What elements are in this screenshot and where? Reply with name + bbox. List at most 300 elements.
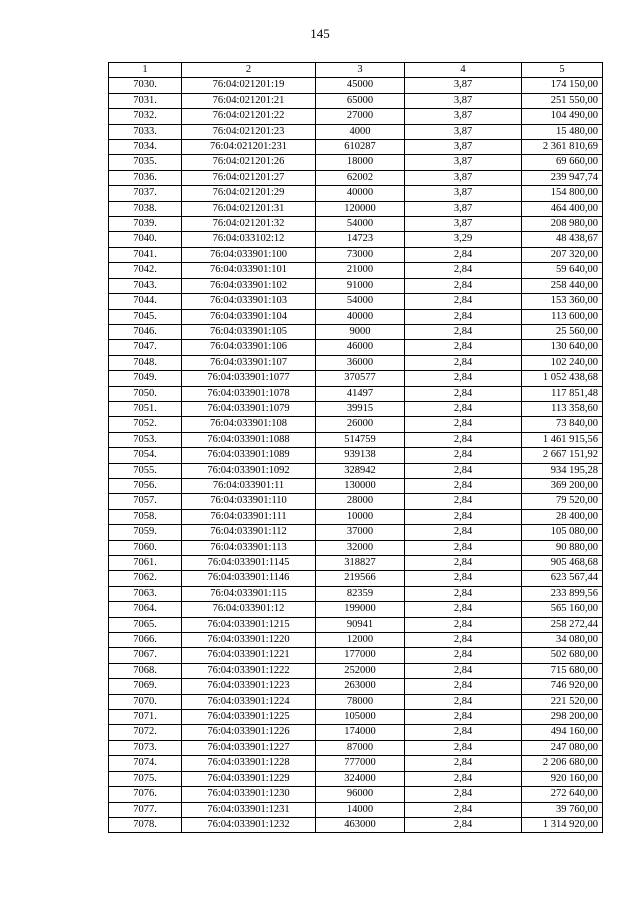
cadastral-number-cell: 76:04:033901:102: [182, 278, 316, 293]
row-number-cell: 7051.: [109, 401, 182, 416]
row-number-cell: 7043.: [109, 278, 182, 293]
rate-value-cell: 3,87: [405, 93, 522, 108]
rate-value-cell: 2,84: [405, 309, 522, 324]
table-row: [109, 278, 603, 293]
cadastral-number-cell: 76:04:033901:104: [182, 309, 316, 324]
amount-value-cell: 298 200,00: [522, 710, 603, 725]
cadastral-number-cell: 76:04:033901:1232: [182, 817, 316, 832]
table-row: [109, 602, 603, 617]
table-row: [109, 756, 603, 771]
row-number-cell: 7064.: [109, 602, 182, 617]
amount-value-cell: 113 358,60: [522, 401, 603, 416]
area-value-cell: 252000: [316, 663, 405, 678]
row-number-cell: 7069.: [109, 679, 182, 694]
cadastral-number-cell: 76:04:033901:110: [182, 494, 316, 509]
table-row: [109, 663, 603, 678]
cadastral-number-cell: 76:04:033901:12: [182, 602, 316, 617]
row-number-cell: 7057.: [109, 494, 182, 509]
area-value-cell: 463000: [316, 817, 405, 832]
area-value-cell: 199000: [316, 602, 405, 617]
rate-value-cell: 3,87: [405, 124, 522, 139]
table-row: [109, 401, 603, 416]
table-row: [109, 340, 603, 355]
area-value-cell: 370577: [316, 371, 405, 386]
rate-value-cell: 2,84: [405, 324, 522, 339]
table-row: [109, 155, 603, 170]
area-value-cell: 27000: [316, 109, 405, 124]
rate-value-cell: 2,84: [405, 648, 522, 663]
cadastral-number-cell: 76:04:033901:106: [182, 340, 316, 355]
cadastral-number-cell: 76:04:033102:12: [182, 232, 316, 247]
area-value-cell: 14723: [316, 232, 405, 247]
rate-value-cell: 3,29: [405, 232, 522, 247]
rate-value-cell: 2,84: [405, 633, 522, 648]
rate-value-cell: 2,84: [405, 725, 522, 740]
rate-value-cell: 2,84: [405, 509, 522, 524]
table-row: [109, 247, 603, 262]
area-value-cell: 4000: [316, 124, 405, 139]
cadastral-number-cell: 76:04:033901:1231: [182, 802, 316, 817]
row-number-cell: 7073.: [109, 740, 182, 755]
rate-value-cell: 2,84: [405, 771, 522, 786]
table-row: [109, 509, 603, 524]
table-row: [109, 556, 603, 571]
rate-value-cell: 2,84: [405, 355, 522, 370]
area-value-cell: 120000: [316, 201, 405, 216]
rate-value-cell: 2,84: [405, 401, 522, 416]
rate-value-cell: 2,84: [405, 586, 522, 601]
area-value-cell: 105000: [316, 710, 405, 725]
area-value-cell: 96000: [316, 787, 405, 802]
row-number-cell: 7068.: [109, 663, 182, 678]
area-value-cell: 54000: [316, 217, 405, 232]
cadastral-number-cell: 76:04:021201:26: [182, 155, 316, 170]
rate-value-cell: 2,84: [405, 432, 522, 447]
row-number-cell: 7070.: [109, 694, 182, 709]
row-number-cell: 7061.: [109, 556, 182, 571]
amount-value-cell: 73 840,00: [522, 417, 603, 432]
amount-value-cell: 105 080,00: [522, 525, 603, 540]
amount-value-cell: 2 206 680,00: [522, 756, 603, 771]
table-row: [109, 417, 603, 432]
area-value-cell: 263000: [316, 679, 405, 694]
table-row: [109, 494, 603, 509]
rate-value-cell: 2,84: [405, 263, 522, 278]
rate-value-cell: 2,84: [405, 679, 522, 694]
amount-value-cell: 272 640,00: [522, 787, 603, 802]
rate-value-cell: 2,84: [405, 525, 522, 540]
row-number-cell: 7055.: [109, 463, 182, 478]
area-value-cell: 87000: [316, 740, 405, 755]
cadastral-number-cell: 76:04:033901:101: [182, 263, 316, 278]
amount-value-cell: 208 980,00: [522, 217, 603, 232]
area-value-cell: 46000: [316, 340, 405, 355]
area-value-cell: 18000: [316, 155, 405, 170]
amount-value-cell: 2 361 810,69: [522, 140, 603, 155]
rate-value-cell: 2,84: [405, 478, 522, 493]
amount-value-cell: 1 461 915,56: [522, 432, 603, 447]
area-value-cell: 82359: [316, 586, 405, 601]
cadastral-number-cell: 76:04:033901:1215: [182, 617, 316, 632]
rate-value-cell: 2,84: [405, 494, 522, 509]
row-number-cell: 7038.: [109, 201, 182, 216]
row-number-cell: 7065.: [109, 617, 182, 632]
row-number-cell: 7037.: [109, 186, 182, 201]
column-header-2: 2: [182, 63, 316, 78]
table-row: [109, 170, 603, 185]
rate-value-cell: 2,84: [405, 756, 522, 771]
amount-value-cell: 117 851,48: [522, 386, 603, 401]
table-row: [109, 124, 603, 139]
header-row: [109, 63, 603, 78]
row-number-cell: 7078.: [109, 817, 182, 832]
amount-value-cell: 113 600,00: [522, 309, 603, 324]
amount-value-cell: 233 899,56: [522, 586, 603, 601]
amount-value-cell: 15 480,00: [522, 124, 603, 139]
rate-value-cell: 2,84: [405, 802, 522, 817]
cadastral-number-cell: 76:04:021201:27: [182, 170, 316, 185]
table-row: [109, 694, 603, 709]
rate-value-cell: 2,84: [405, 417, 522, 432]
amount-value-cell: 934 195,28: [522, 463, 603, 478]
cadastral-number-cell: 76:04:033901:1228: [182, 756, 316, 771]
area-value-cell: 9000: [316, 324, 405, 339]
cadastral-number-cell: 76:04:033901:108: [182, 417, 316, 432]
area-value-cell: 12000: [316, 633, 405, 648]
area-value-cell: 41497: [316, 386, 405, 401]
cadastral-number-cell: 76:04:033901:1145: [182, 556, 316, 571]
table-row: [109, 93, 603, 108]
table-row: [109, 109, 603, 124]
area-value-cell: 14000: [316, 802, 405, 817]
cadastral-number-cell: 76:04:033901:1088: [182, 432, 316, 447]
cadastral-number-cell: 76:04:021201:19: [182, 78, 316, 93]
row-number-cell: 7041.: [109, 247, 182, 262]
row-number-cell: 7042.: [109, 263, 182, 278]
amount-value-cell: 905 468,68: [522, 556, 603, 571]
amount-value-cell: 247 080,00: [522, 740, 603, 755]
row-number-cell: 7067.: [109, 648, 182, 663]
area-value-cell: 73000: [316, 247, 405, 262]
table-row: [109, 432, 603, 447]
area-value-cell: 39915: [316, 401, 405, 416]
rate-value-cell: 3,87: [405, 186, 522, 201]
row-number-cell: 7056.: [109, 478, 182, 493]
table-row: [109, 710, 603, 725]
table-row: [109, 78, 603, 93]
row-number-cell: 7035.: [109, 155, 182, 170]
rate-value-cell: 3,87: [405, 140, 522, 155]
area-value-cell: 21000: [316, 263, 405, 278]
table-row: [109, 617, 603, 632]
table-row: [109, 817, 603, 832]
row-number-cell: 7072.: [109, 725, 182, 740]
table-body: [109, 78, 603, 833]
page-number: 145: [310, 26, 330, 41]
row-number-cell: 7033.: [109, 124, 182, 139]
area-value-cell: 328942: [316, 463, 405, 478]
cadastral-number-cell: 76:04:033901:112: [182, 525, 316, 540]
cadastral-number-cell: 76:04:021201:32: [182, 217, 316, 232]
table-row: [109, 201, 603, 216]
area-value-cell: 65000: [316, 93, 405, 108]
table-row: [109, 478, 603, 493]
table-row: [109, 186, 603, 201]
row-number-cell: 7045.: [109, 309, 182, 324]
area-value-cell: 939138: [316, 448, 405, 463]
row-number-cell: 7077.: [109, 802, 182, 817]
table-row: [109, 448, 603, 463]
amount-value-cell: 90 880,00: [522, 540, 603, 555]
rate-value-cell: 2,84: [405, 340, 522, 355]
row-number-cell: 7058.: [109, 509, 182, 524]
area-value-cell: 318827: [316, 556, 405, 571]
row-number-cell: 7059.: [109, 525, 182, 540]
area-value-cell: 32000: [316, 540, 405, 555]
area-value-cell: 54000: [316, 294, 405, 309]
row-number-cell: 7048.: [109, 355, 182, 370]
area-value-cell: 10000: [316, 509, 405, 524]
table-row: [109, 294, 603, 309]
row-number-cell: 7047.: [109, 340, 182, 355]
cadastral-number-cell: 76:04:033901:105: [182, 324, 316, 339]
cadastral-number-cell: 76:04:033901:103: [182, 294, 316, 309]
amount-value-cell: 221 520,00: [522, 694, 603, 709]
row-number-cell: 7044.: [109, 294, 182, 309]
cadastral-number-cell: 76:04:033901:1223: [182, 679, 316, 694]
row-number-cell: 7074.: [109, 756, 182, 771]
row-number-cell: 7060.: [109, 540, 182, 555]
rate-value-cell: 2,84: [405, 540, 522, 555]
row-number-cell: 7071.: [109, 710, 182, 725]
cadastral-number-cell: 76:04:033901:11: [182, 478, 316, 493]
amount-value-cell: 565 160,00: [522, 602, 603, 617]
rate-value-cell: 2,84: [405, 694, 522, 709]
area-value-cell: 177000: [316, 648, 405, 663]
row-number-cell: 7062.: [109, 571, 182, 586]
table-row: [109, 217, 603, 232]
row-number-cell: 7050.: [109, 386, 182, 401]
area-value-cell: 78000: [316, 694, 405, 709]
table-row: [109, 586, 603, 601]
rate-value-cell: 3,87: [405, 217, 522, 232]
amount-value-cell: 174 150,00: [522, 78, 603, 93]
cadastral-number-cell: 76:04:021201:23: [182, 124, 316, 139]
row-number-cell: 7054.: [109, 448, 182, 463]
table-row: [109, 540, 603, 555]
rate-value-cell: 2,84: [405, 571, 522, 586]
area-value-cell: 174000: [316, 725, 405, 740]
cadastral-number-cell: 76:04:033901:107: [182, 355, 316, 370]
cadastral-number-cell: 76:04:021201:231: [182, 140, 316, 155]
area-value-cell: 514759: [316, 432, 405, 447]
table-row: [109, 679, 603, 694]
rate-value-cell: 3,87: [405, 78, 522, 93]
cadastral-number-cell: 76:04:021201:22: [182, 109, 316, 124]
row-number-cell: 7040.: [109, 232, 182, 247]
rate-value-cell: 2,84: [405, 371, 522, 386]
table-row: [109, 633, 603, 648]
cadastral-number-cell: 76:04:033901:1220: [182, 633, 316, 648]
cadastral-number-cell: 76:04:033901:111: [182, 509, 316, 524]
column-header-5: 5: [522, 63, 603, 78]
amount-value-cell: 25 560,00: [522, 324, 603, 339]
rate-value-cell: 2,84: [405, 247, 522, 262]
rate-value-cell: 2,84: [405, 463, 522, 478]
area-value-cell: 90941: [316, 617, 405, 632]
amount-value-cell: 102 240,00: [522, 355, 603, 370]
table-row: [109, 263, 603, 278]
row-number-cell: 7039.: [109, 217, 182, 232]
cadastral-number-cell: 76:04:033901:113: [182, 540, 316, 555]
area-value-cell: 219566: [316, 571, 405, 586]
amount-value-cell: 79 520,00: [522, 494, 603, 509]
rate-value-cell: 3,87: [405, 109, 522, 124]
area-value-cell: 26000: [316, 417, 405, 432]
area-value-cell: 91000: [316, 278, 405, 293]
column-header-4: 4: [405, 63, 522, 78]
table-row: [109, 571, 603, 586]
table-row: [109, 787, 603, 802]
rate-value-cell: 2,84: [405, 787, 522, 802]
column-header-1: 1: [109, 63, 182, 78]
cadastral-number-cell: 76:04:033901:100: [182, 247, 316, 262]
amount-value-cell: 207 320,00: [522, 247, 603, 262]
table-row: [109, 802, 603, 817]
rate-value-cell: 2,84: [405, 294, 522, 309]
table-row: [109, 740, 603, 755]
area-value-cell: 28000: [316, 494, 405, 509]
table-row: [109, 725, 603, 740]
amount-value-cell: 28 400,00: [522, 509, 603, 524]
amount-value-cell: 153 360,00: [522, 294, 603, 309]
cadastral-number-cell: 76:04:033901:1225: [182, 710, 316, 725]
rate-value-cell: 2,84: [405, 617, 522, 632]
row-number-cell: 7075.: [109, 771, 182, 786]
table-row: [109, 371, 603, 386]
cadastral-number-cell: 76:04:033901:115: [182, 586, 316, 601]
rate-value-cell: 2,84: [405, 448, 522, 463]
cadastral-number-cell: 76:04:033901:1227: [182, 740, 316, 755]
amount-value-cell: 39 760,00: [522, 802, 603, 817]
area-value-cell: 62002: [316, 170, 405, 185]
area-value-cell: 777000: [316, 756, 405, 771]
table-row: [109, 525, 603, 540]
rate-value-cell: 3,87: [405, 170, 522, 185]
amount-value-cell: 258 440,00: [522, 278, 603, 293]
cadastral-number-cell: 76:04:033901:1221: [182, 648, 316, 663]
table-header: [109, 63, 603, 78]
table-row: [109, 386, 603, 401]
cadastral-number-cell: 76:04:033901:1222: [182, 663, 316, 678]
amount-value-cell: 464 400,00: [522, 201, 603, 216]
amount-value-cell: 239 947,74: [522, 170, 603, 185]
table-row: [109, 309, 603, 324]
cadastral-number-cell: 76:04:021201:21: [182, 93, 316, 108]
rate-value-cell: 2,84: [405, 602, 522, 617]
amount-value-cell: 104 490,00: [522, 109, 603, 124]
amount-value-cell: 2 667 151,92: [522, 448, 603, 463]
cadastral-number-cell: 76:04:033901:1226: [182, 725, 316, 740]
area-value-cell: 37000: [316, 525, 405, 540]
cadastral-number-cell: 76:04:021201:31: [182, 201, 316, 216]
rate-value-cell: 2,84: [405, 556, 522, 571]
area-value-cell: 610287: [316, 140, 405, 155]
amount-value-cell: 130 640,00: [522, 340, 603, 355]
cadastral-number-cell: 76:04:033901:1224: [182, 694, 316, 709]
row-number-cell: 7053.: [109, 432, 182, 447]
row-number-cell: 7066.: [109, 633, 182, 648]
cadastral-number-cell: 76:04:033901:1077: [182, 371, 316, 386]
row-number-cell: 7030.: [109, 78, 182, 93]
row-number-cell: 7032.: [109, 109, 182, 124]
cadastral-number-cell: 76:04:033901:1230: [182, 787, 316, 802]
area-value-cell: 40000: [316, 309, 405, 324]
cadastral-number-cell: 76:04:033901:1092: [182, 463, 316, 478]
amount-value-cell: 746 920,00: [522, 679, 603, 694]
rate-value-cell: 3,87: [405, 155, 522, 170]
amount-value-cell: 258 272,44: [522, 617, 603, 632]
row-number-cell: 7063.: [109, 586, 182, 601]
table-row: [109, 463, 603, 478]
area-value-cell: 130000: [316, 478, 405, 493]
amount-value-cell: 494 160,00: [522, 725, 603, 740]
amount-value-cell: 623 567,44: [522, 571, 603, 586]
table-row: [109, 355, 603, 370]
data-table: [108, 62, 603, 833]
rate-value-cell: 3,87: [405, 201, 522, 216]
area-value-cell: 324000: [316, 771, 405, 786]
amount-value-cell: 502 680,00: [522, 648, 603, 663]
row-number-cell: 7049.: [109, 371, 182, 386]
table-row: [109, 232, 603, 247]
rate-value-cell: 2,84: [405, 386, 522, 401]
area-value-cell: 45000: [316, 78, 405, 93]
cadastral-number-cell: 76:04:033901:1078: [182, 386, 316, 401]
row-number-cell: 7052.: [109, 417, 182, 432]
row-number-cell: 7034.: [109, 140, 182, 155]
rate-value-cell: 2,84: [405, 710, 522, 725]
cadastral-number-cell: 76:04:033901:1146: [182, 571, 316, 586]
amount-value-cell: 34 080,00: [522, 633, 603, 648]
amount-value-cell: 48 438,67: [522, 232, 603, 247]
rate-value-cell: 2,84: [405, 817, 522, 832]
table-row: [109, 771, 603, 786]
area-value-cell: 36000: [316, 355, 405, 370]
table-row: [109, 648, 603, 663]
amount-value-cell: 920 160,00: [522, 771, 603, 786]
amount-value-cell: 154 800,00: [522, 186, 603, 201]
table-row: [109, 140, 603, 155]
amount-value-cell: 1 052 438,68: [522, 371, 603, 386]
column-header-3: 3: [316, 63, 405, 78]
amount-value-cell: 251 550,00: [522, 93, 603, 108]
cadastral-number-cell: 76:04:033901:1229: [182, 771, 316, 786]
rate-value-cell: 2,84: [405, 740, 522, 755]
amount-value-cell: 1 314 920,00: [522, 817, 603, 832]
rate-value-cell: 2,84: [405, 663, 522, 678]
area-value-cell: 40000: [316, 186, 405, 201]
cadastral-number-cell: 76:04:033901:1089: [182, 448, 316, 463]
table-row: [109, 324, 603, 339]
row-number-cell: 7076.: [109, 787, 182, 802]
amount-value-cell: 69 660,00: [522, 155, 603, 170]
cadastral-number-cell: 76:04:021201:29: [182, 186, 316, 201]
row-number-cell: 7031.: [109, 93, 182, 108]
amount-value-cell: 59 640,00: [522, 263, 603, 278]
amount-value-cell: 369 200,00: [522, 478, 603, 493]
row-number-cell: 7036.: [109, 170, 182, 185]
